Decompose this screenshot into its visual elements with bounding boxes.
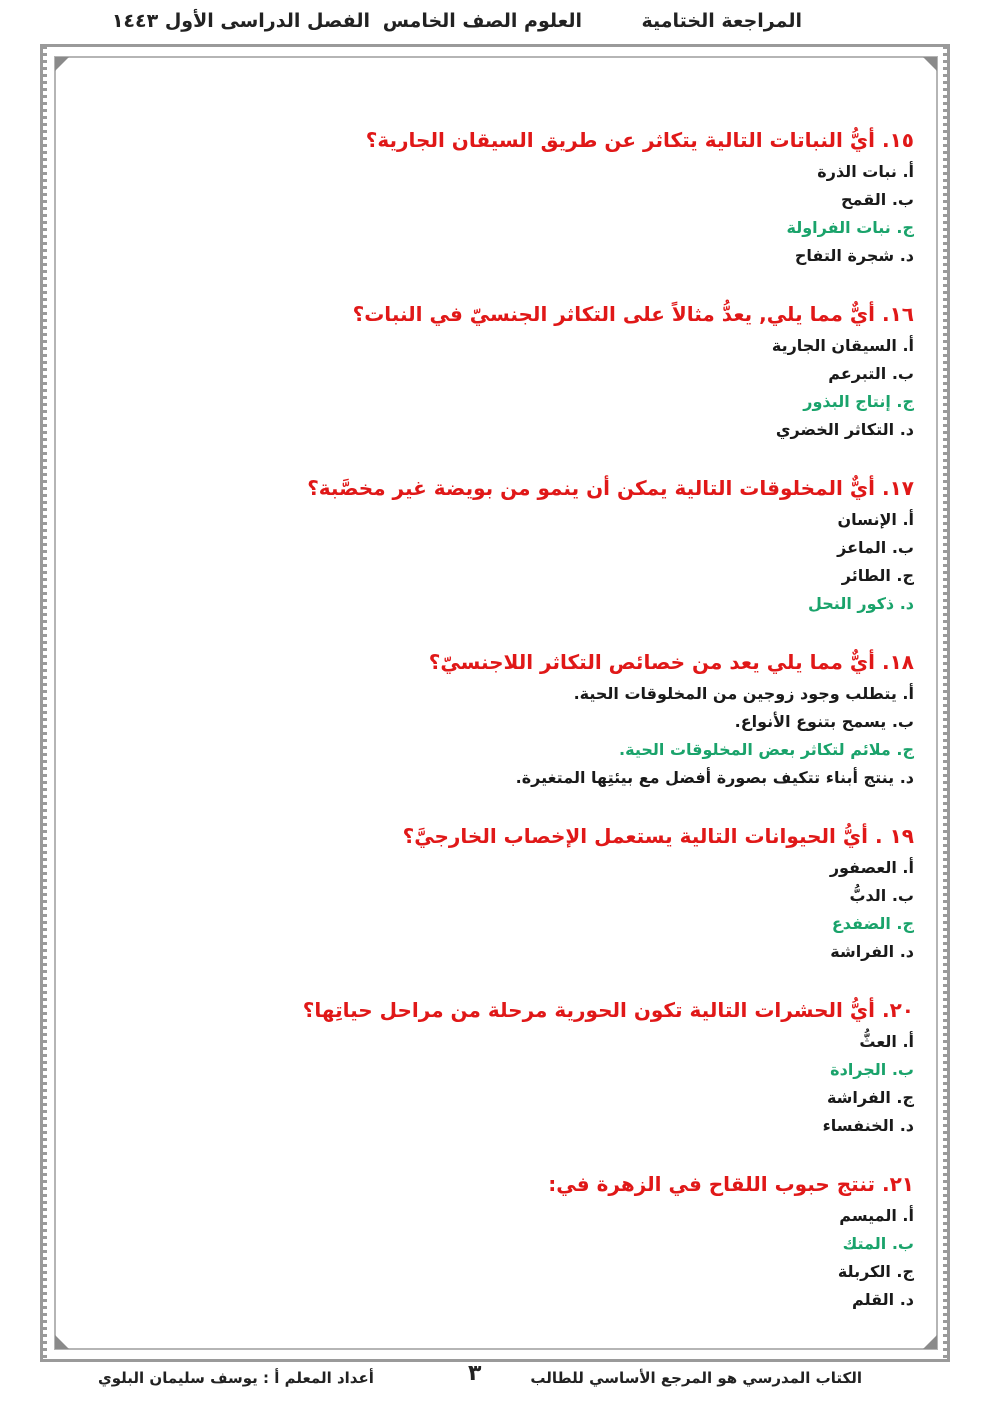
question-19: [94, 820, 914, 966]
question-16: [94, 298, 914, 444]
option-d: د. التكاثر الخضري: [775, 420, 914, 439]
option-b: ب. يسمح بتنوع الأنواع.: [734, 712, 914, 731]
footer-author: أعداد المعلم أ : يوسف سليمان البلوي: [98, 1369, 374, 1387]
option-c: ج. نبات الفراولة: [786, 218, 914, 237]
question-list: [94, 124, 914, 1342]
option-a: أ. نبات الذرة: [817, 162, 914, 181]
option-b: ب. الماعز: [837, 538, 914, 557]
question-title: ١٩ . أيُّ الحيوانات التالية يستعمل الإخصاب الخارجيَّ؟: [402, 824, 914, 848]
option-b: ب. القمح: [841, 190, 914, 209]
question-title: ١٨. أيٌّ مما يلي يعد من خصائص التكاثر اللاجنسيّ؟: [428, 650, 914, 674]
option-a: أ. العثُّ: [859, 1032, 914, 1051]
question-20: [94, 994, 914, 1140]
question-title: ٢٠. أيُّ الحشرات التالية تكون الحورية مرحلة من مراحل حياتِها؟: [302, 998, 914, 1022]
question-title: ٢١. تنتج حبوب اللقاح في الزهرة في:: [548, 1172, 914, 1196]
option-d: د. ذكور النحل: [807, 594, 914, 613]
option-c: ج. الفراشة: [826, 1088, 914, 1107]
option-b: ب. الجرادة: [830, 1060, 914, 1079]
corner-ornament-bottom-right: [923, 1335, 937, 1349]
option-d: د. ينتج أبناء تتكيف بصورة أفضل مع بيئتِها المتغيرة.: [515, 768, 914, 787]
option-c: ج. ملائم لتكاثر بعض المخلوقات الحية.: [619, 740, 914, 759]
header-subject: العلوم الصف الخامس: [382, 10, 582, 32]
option-c: ج. إنتاج البذور: [803, 392, 914, 411]
question-21: [94, 1168, 914, 1314]
border-dots-left: [41, 46, 47, 1360]
page-number: ٣: [468, 1361, 482, 1386]
option-a: أ. يتطلب وجود زوجين من المخلوقات الحية.: [573, 684, 914, 703]
option-a: أ. الإنسان: [837, 510, 914, 529]
question-title: ١٦. أيٌّ مما يلي, يعدُّ مثالاً على التكاثر الجنسيّ في النبات؟: [352, 302, 914, 326]
footer-note: الكتاب المدرسي هو المرجع الأساسي للطالب: [530, 1369, 862, 1387]
option-d: د. الفراشة: [830, 942, 914, 961]
option-a: أ. الميسم: [839, 1206, 914, 1225]
page-header: [0, 10, 992, 40]
option-c: ج. الضفدع: [831, 914, 914, 933]
question-15: [94, 124, 914, 270]
header-term: الفصل الدراسى الأول ١٤٤٣: [111, 10, 370, 32]
option-c: ج. الكربلة: [837, 1262, 914, 1281]
page-footer: [0, 1361, 992, 1397]
header-title: المراجعة الختامية: [641, 10, 802, 32]
option-d: د. شجرة التفاح: [794, 246, 914, 265]
option-b: ب. الدبُّ: [849, 886, 914, 905]
question-18: [94, 646, 914, 792]
option-a: أ. السيقان الجارية: [771, 336, 914, 355]
option-d: د. الخنفساء: [822, 1116, 914, 1135]
corner-ornament-bottom-left: [55, 1335, 69, 1349]
question-title: ١٥. أيُّ النباتات التالية يتكاثر عن طريق السيقان الجارية؟: [365, 128, 914, 152]
option-b: ب. التبرعم: [828, 364, 914, 383]
border-dots-right: [943, 46, 949, 1360]
question-17: [94, 472, 914, 618]
option-d: د. القلم: [852, 1290, 914, 1309]
option-c: ج. الطائر: [841, 566, 914, 585]
option-b: ب. المتك: [842, 1234, 914, 1253]
question-title: ١٧. أيٌّ المخلوقات التالية يمكن أن ينمو من بويضة غير مخصَّبة؟: [307, 476, 914, 500]
option-a: أ. العصفور: [829, 858, 914, 877]
